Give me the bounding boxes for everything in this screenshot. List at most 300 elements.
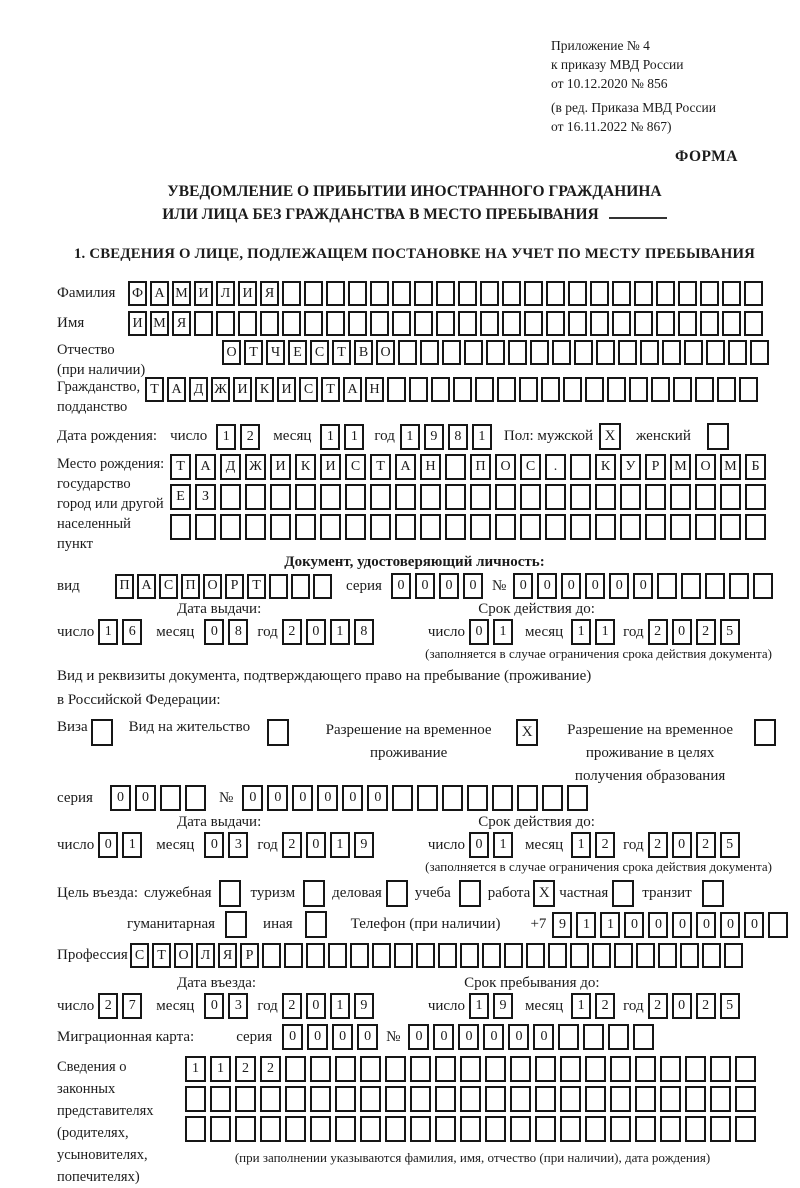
checkbox-cell[interactable] (612, 880, 634, 907)
form-cell[interactable]: 0 (415, 573, 435, 599)
form-cell[interactable]: Я (172, 311, 191, 336)
form-cell[interactable] (335, 1086, 356, 1112)
form-cell[interactable] (460, 1086, 481, 1112)
form-cell[interactable] (370, 514, 391, 540)
form-cell[interactable] (595, 484, 616, 510)
form-cell[interactable]: 0 (307, 1024, 328, 1050)
form-cell[interactable] (460, 1116, 481, 1142)
form-cell[interactable]: Е (288, 340, 307, 365)
form-cell[interactable] (285, 1086, 306, 1112)
form-cell[interactable] (210, 1086, 231, 1112)
form-cell[interactable]: Ж (245, 454, 266, 480)
form-cell[interactable]: 0 (633, 573, 653, 599)
form-cell[interactable]: 3 (228, 993, 248, 1019)
form-cell[interactable]: Р (645, 454, 666, 480)
form-cell[interactable]: 0 (282, 1024, 303, 1050)
form-cell[interactable]: 0 (439, 573, 459, 599)
form-cell[interactable] (645, 514, 666, 540)
form-cell[interactable] (335, 1116, 356, 1142)
form-cell[interactable] (520, 484, 541, 510)
checkbox-cell[interactable] (303, 880, 325, 907)
form-cell[interactable]: О (376, 340, 395, 365)
form-cell[interactable] (595, 514, 616, 540)
form-cell[interactable]: 2 (648, 832, 668, 858)
form-cell[interactable] (185, 1116, 206, 1142)
form-cell[interactable] (744, 281, 763, 306)
form-cell[interactable]: 0 (609, 573, 629, 599)
form-cell[interactable] (270, 514, 291, 540)
form-cell[interactable]: М (150, 311, 169, 336)
form-cell[interactable] (545, 514, 566, 540)
form-cell[interactable]: З (195, 484, 216, 510)
form-cell[interactable]: 0 (463, 573, 483, 599)
form-cell[interactable] (470, 484, 491, 510)
form-cell[interactable] (717, 377, 736, 402)
form-cell[interactable]: 1 (122, 832, 142, 858)
form-cell[interactable] (695, 514, 716, 540)
form-cell[interactable] (195, 514, 216, 540)
form-cell[interactable]: Я (218, 943, 237, 968)
form-cell[interactable]: И (194, 281, 213, 306)
form-cell[interactable] (574, 340, 593, 365)
form-cell[interactable]: 2 (696, 619, 716, 645)
form-cell[interactable] (394, 943, 413, 968)
form-cell[interactable] (618, 340, 637, 365)
form-cell[interactable] (458, 281, 477, 306)
form-cell[interactable] (460, 1056, 481, 1082)
form-cell[interactable] (245, 484, 266, 510)
form-cell[interactable]: 8 (354, 619, 374, 645)
form-cell[interactable] (269, 574, 288, 599)
form-cell[interactable]: Т (332, 340, 351, 365)
form-cell[interactable]: 8 (228, 619, 248, 645)
form-cell[interactable] (724, 943, 743, 968)
form-cell[interactable]: 2 (282, 619, 302, 645)
form-cell[interactable]: Б (745, 454, 766, 480)
form-cell[interactable] (735, 1056, 756, 1082)
form-cell[interactable] (519, 377, 538, 402)
form-cell[interactable] (568, 281, 587, 306)
form-cell[interactable] (470, 514, 491, 540)
form-cell[interactable] (720, 514, 741, 540)
form-cell[interactable] (398, 340, 417, 365)
form-cell[interactable] (567, 785, 588, 811)
form-cell[interactable] (739, 377, 758, 402)
form-cell[interactable] (485, 1116, 506, 1142)
form-cell[interactable] (220, 514, 241, 540)
form-cell[interactable] (563, 377, 582, 402)
form-cell[interactable] (685, 1116, 706, 1142)
form-cell[interactable] (486, 340, 505, 365)
form-cell[interactable]: С (310, 340, 329, 365)
checkbox-cell[interactable] (91, 719, 113, 746)
form-cell[interactable] (710, 1116, 731, 1142)
form-cell[interactable]: 2 (696, 993, 716, 1019)
form-cell[interactable]: 2 (595, 993, 615, 1019)
form-cell[interactable]: М (720, 454, 741, 480)
form-cell[interactable] (395, 484, 416, 510)
form-cell[interactable] (722, 281, 741, 306)
form-cell[interactable]: Т (321, 377, 340, 402)
form-cell[interactable] (416, 943, 435, 968)
form-cell[interactable]: 1 (576, 912, 596, 938)
form-cell[interactable] (345, 484, 366, 510)
form-cell[interactable] (445, 514, 466, 540)
form-cell[interactable]: 1 (600, 912, 620, 938)
form-cell[interactable] (657, 573, 677, 599)
form-cell[interactable]: И (320, 454, 341, 480)
form-cell[interactable] (670, 514, 691, 540)
form-cell[interactable] (620, 484, 641, 510)
form-cell[interactable] (370, 311, 389, 336)
form-cell[interactable]: П (470, 454, 491, 480)
form-cell[interactable] (326, 311, 345, 336)
form-cell[interactable] (410, 1116, 431, 1142)
form-cell[interactable] (320, 514, 341, 540)
form-cell[interactable]: 1 (571, 619, 591, 645)
form-cell[interactable] (681, 573, 701, 599)
form-cell[interactable]: Я (260, 281, 279, 306)
form-cell[interactable] (592, 943, 611, 968)
form-cell[interactable] (370, 281, 389, 306)
form-cell[interactable] (442, 785, 463, 811)
form-cell[interactable] (510, 1086, 531, 1112)
form-cell[interactable]: Р (225, 574, 244, 599)
form-cell[interactable] (295, 514, 316, 540)
form-cell[interactable] (291, 574, 310, 599)
form-cell[interactable] (387, 377, 406, 402)
form-cell[interactable]: 0 (306, 619, 326, 645)
form-cell[interactable] (700, 281, 719, 306)
form-cell[interactable] (585, 377, 604, 402)
form-cell[interactable]: 0 (483, 1024, 504, 1050)
form-cell[interactable] (335, 1056, 356, 1082)
form-cell[interactable]: 1 (330, 832, 350, 858)
form-cell[interactable] (660, 1056, 681, 1082)
form-cell[interactable] (438, 943, 457, 968)
form-cell[interactable] (460, 943, 479, 968)
form-cell[interactable] (570, 484, 591, 510)
form-cell[interactable] (345, 514, 366, 540)
form-cell[interactable]: 0 (267, 785, 288, 811)
form-cell[interactable]: К (595, 454, 616, 480)
form-cell[interactable] (475, 377, 494, 402)
form-cell[interactable] (235, 1116, 256, 1142)
form-cell[interactable]: 0 (204, 619, 224, 645)
form-cell[interactable] (745, 514, 766, 540)
form-cell[interactable]: Т (170, 454, 191, 480)
form-cell[interactable]: Л (216, 281, 235, 306)
checkbox-cell[interactable] (267, 719, 289, 746)
form-cell[interactable]: С (520, 454, 541, 480)
form-cell[interactable]: С (345, 454, 366, 480)
form-cell[interactable] (517, 785, 538, 811)
form-cell[interactable] (660, 1086, 681, 1112)
form-cell[interactable] (590, 311, 609, 336)
form-cell[interactable] (436, 311, 455, 336)
checkbox-cell[interactable] (459, 880, 481, 907)
form-cell[interactable] (442, 340, 461, 365)
form-cell[interactable] (348, 311, 367, 336)
form-cell[interactable] (684, 340, 703, 365)
form-cell[interactable] (495, 484, 516, 510)
form-cell[interactable] (753, 573, 773, 599)
form-cell[interactable]: 9 (424, 424, 444, 450)
form-cell[interactable] (651, 377, 670, 402)
form-cell[interactable] (210, 1116, 231, 1142)
form-cell[interactable] (695, 377, 714, 402)
form-cell[interactable]: 0 (744, 912, 764, 938)
form-cell[interactable] (590, 281, 609, 306)
form-cell[interactable]: 2 (595, 832, 615, 858)
form-cell[interactable]: 0 (672, 619, 692, 645)
form-cell[interactable]: А (343, 377, 362, 402)
form-cell[interactable] (326, 281, 345, 306)
form-cell[interactable]: А (150, 281, 169, 306)
form-cell[interactable] (420, 514, 441, 540)
form-cell[interactable] (310, 1086, 331, 1112)
form-cell[interactable]: М (670, 454, 691, 480)
form-cell[interactable]: 0 (110, 785, 131, 811)
form-cell[interactable] (585, 1116, 606, 1142)
form-cell[interactable]: Т (370, 454, 391, 480)
form-cell[interactable]: 1 (185, 1056, 206, 1082)
form-cell[interactable] (706, 340, 725, 365)
form-cell[interactable] (545, 484, 566, 510)
form-cell[interactable] (445, 454, 466, 480)
form-cell[interactable] (385, 1086, 406, 1112)
checkbox-cell[interactable] (225, 911, 247, 938)
form-cell[interactable]: 8 (448, 424, 468, 450)
form-cell[interactable] (620, 514, 641, 540)
form-cell[interactable] (410, 1056, 431, 1082)
form-cell[interactable]: И (128, 311, 147, 336)
form-cell[interactable]: 1 (210, 1056, 231, 1082)
form-cell[interactable] (510, 1116, 531, 1142)
form-cell[interactable]: 1 (330, 993, 350, 1019)
form-cell[interactable] (680, 943, 699, 968)
form-cell[interactable]: 0 (537, 573, 557, 599)
form-cell[interactable] (705, 573, 725, 599)
form-cell[interactable] (612, 311, 631, 336)
form-cell[interactable] (185, 785, 206, 811)
form-cell[interactable]: С (130, 943, 149, 968)
form-cell[interactable] (596, 340, 615, 365)
form-cell[interactable] (485, 1086, 506, 1112)
form-cell[interactable] (435, 1116, 456, 1142)
form-cell[interactable]: 1 (330, 619, 350, 645)
form-cell[interactable]: 0 (469, 619, 489, 645)
form-cell[interactable] (685, 1086, 706, 1112)
form-cell[interactable]: Н (365, 377, 384, 402)
form-cell[interactable] (542, 785, 563, 811)
form-cell[interactable]: А (167, 377, 186, 402)
form-cell[interactable] (328, 943, 347, 968)
form-cell[interactable] (245, 514, 266, 540)
form-cell[interactable]: И (277, 377, 296, 402)
form-cell[interactable]: 2 (696, 832, 716, 858)
form-cell[interactable] (410, 1086, 431, 1112)
form-cell[interactable] (480, 281, 499, 306)
form-cell[interactable] (585, 1086, 606, 1112)
form-cell[interactable]: 0 (332, 1024, 353, 1050)
form-cell[interactable] (548, 943, 567, 968)
form-cell[interactable] (238, 311, 257, 336)
form-cell[interactable] (385, 1056, 406, 1082)
form-cell[interactable]: Л (196, 943, 215, 968)
form-cell[interactable]: Ф (128, 281, 147, 306)
form-cell[interactable]: 5 (720, 832, 740, 858)
form-cell[interactable] (610, 1116, 631, 1142)
form-cell[interactable]: 7 (122, 993, 142, 1019)
checkbox-cell[interactable] (754, 719, 776, 746)
form-cell[interactable]: 0 (342, 785, 363, 811)
form-cell[interactable]: 0 (672, 832, 692, 858)
form-cell[interactable] (216, 311, 235, 336)
form-cell[interactable]: 0 (408, 1024, 429, 1050)
form-cell[interactable] (350, 943, 369, 968)
form-cell[interactable] (607, 377, 626, 402)
form-cell[interactable]: 9 (493, 993, 513, 1019)
form-cell[interactable]: 1 (98, 619, 118, 645)
form-cell[interactable] (524, 281, 543, 306)
form-cell[interactable]: 1 (571, 993, 591, 1019)
checkbox-cell[interactable] (386, 880, 408, 907)
form-cell[interactable] (656, 281, 675, 306)
form-cell[interactable] (634, 281, 653, 306)
form-cell[interactable]: С (299, 377, 318, 402)
form-cell[interactable] (304, 311, 323, 336)
form-cell[interactable] (546, 311, 565, 336)
form-cell[interactable] (282, 281, 301, 306)
form-cell[interactable] (745, 484, 766, 510)
form-cell[interactable]: 2 (282, 993, 302, 1019)
form-cell[interactable] (420, 340, 439, 365)
form-cell[interactable] (568, 311, 587, 336)
form-cell[interactable] (585, 1056, 606, 1082)
form-cell[interactable]: 2 (648, 619, 668, 645)
form-cell[interactable]: 5 (720, 619, 740, 645)
form-cell[interactable]: П (115, 574, 134, 599)
form-cell[interactable]: В (354, 340, 373, 365)
form-cell[interactable] (360, 1116, 381, 1142)
form-cell[interactable]: 0 (204, 832, 224, 858)
form-cell[interactable] (260, 311, 279, 336)
form-cell[interactable] (768, 912, 788, 938)
form-cell[interactable] (313, 574, 332, 599)
form-cell[interactable] (320, 484, 341, 510)
form-cell[interactable] (570, 454, 591, 480)
form-cell[interactable]: 1 (571, 832, 591, 858)
form-cell[interactable] (610, 1056, 631, 1082)
form-cell[interactable] (304, 281, 323, 306)
form-cell[interactable] (685, 1056, 706, 1082)
form-cell[interactable]: Ч (266, 340, 285, 365)
form-cell[interactable] (220, 484, 241, 510)
checkbox-cell[interactable] (219, 880, 241, 907)
form-cell[interactable]: 2 (648, 993, 668, 1019)
form-cell[interactable]: Д (189, 377, 208, 402)
form-cell[interactable]: К (255, 377, 274, 402)
form-cell[interactable] (610, 1086, 631, 1112)
form-cell[interactable] (750, 340, 769, 365)
checkbox-cell[interactable]: X (599, 423, 621, 450)
form-cell[interactable] (445, 484, 466, 510)
form-cell[interactable]: О (222, 340, 241, 365)
form-cell[interactable] (285, 1056, 306, 1082)
form-cell[interactable] (735, 1086, 756, 1112)
form-cell[interactable] (504, 943, 523, 968)
form-cell[interactable] (414, 281, 433, 306)
form-cell[interactable] (480, 311, 499, 336)
form-cell[interactable] (185, 1086, 206, 1112)
form-cell[interactable] (270, 484, 291, 510)
form-cell[interactable]: А (195, 454, 216, 480)
form-cell[interactable]: 9 (552, 912, 572, 938)
form-cell[interactable] (392, 785, 413, 811)
form-cell[interactable]: 1 (469, 993, 489, 1019)
form-cell[interactable]: 0 (513, 573, 533, 599)
form-cell[interactable]: 2 (282, 832, 302, 858)
form-cell[interactable] (535, 1116, 556, 1142)
form-cell[interactable]: М (172, 281, 191, 306)
form-cell[interactable]: 0 (696, 912, 716, 938)
form-cell[interactable] (612, 281, 631, 306)
form-cell[interactable]: И (233, 377, 252, 402)
form-cell[interactable] (662, 340, 681, 365)
form-cell[interactable]: 0 (391, 573, 411, 599)
form-cell[interactable] (464, 340, 483, 365)
form-cell[interactable]: 1 (216, 424, 236, 450)
form-cell[interactable] (629, 377, 648, 402)
form-cell[interactable]: 0 (242, 785, 263, 811)
form-cell[interactable]: К (295, 454, 316, 480)
form-cell[interactable]: О (695, 454, 716, 480)
form-cell[interactable] (634, 311, 653, 336)
form-cell[interactable]: 0 (204, 993, 224, 1019)
form-cell[interactable] (608, 1024, 629, 1050)
form-cell[interactable] (194, 311, 213, 336)
form-cell[interactable] (458, 311, 477, 336)
form-cell[interactable]: 5 (720, 993, 740, 1019)
form-cell[interactable]: 1 (472, 424, 492, 450)
checkbox-cell[interactable]: X (516, 719, 538, 746)
form-cell[interactable] (372, 943, 391, 968)
form-cell[interactable] (306, 943, 325, 968)
form-cell[interactable]: С (159, 574, 178, 599)
form-cell[interactable] (546, 281, 565, 306)
form-cell[interactable]: 0 (469, 832, 489, 858)
form-cell[interactable] (420, 484, 441, 510)
form-cell[interactable] (260, 1116, 281, 1142)
form-cell[interactable] (660, 1116, 681, 1142)
form-cell[interactable] (282, 311, 301, 336)
form-cell[interactable]: 0 (98, 832, 118, 858)
form-cell[interactable] (310, 1116, 331, 1142)
form-cell[interactable] (510, 1056, 531, 1082)
form-cell[interactable] (583, 1024, 604, 1050)
form-cell[interactable] (497, 377, 516, 402)
form-cell[interactable]: О (174, 943, 193, 968)
form-cell[interactable]: 0 (458, 1024, 479, 1050)
form-cell[interactable] (395, 514, 416, 540)
form-cell[interactable] (744, 311, 763, 336)
checkbox-cell[interactable] (305, 911, 327, 938)
form-cell[interactable]: И (270, 454, 291, 480)
form-cell[interactable]: 1 (493, 619, 513, 645)
form-cell[interactable] (348, 281, 367, 306)
form-cell[interactable] (552, 340, 571, 365)
